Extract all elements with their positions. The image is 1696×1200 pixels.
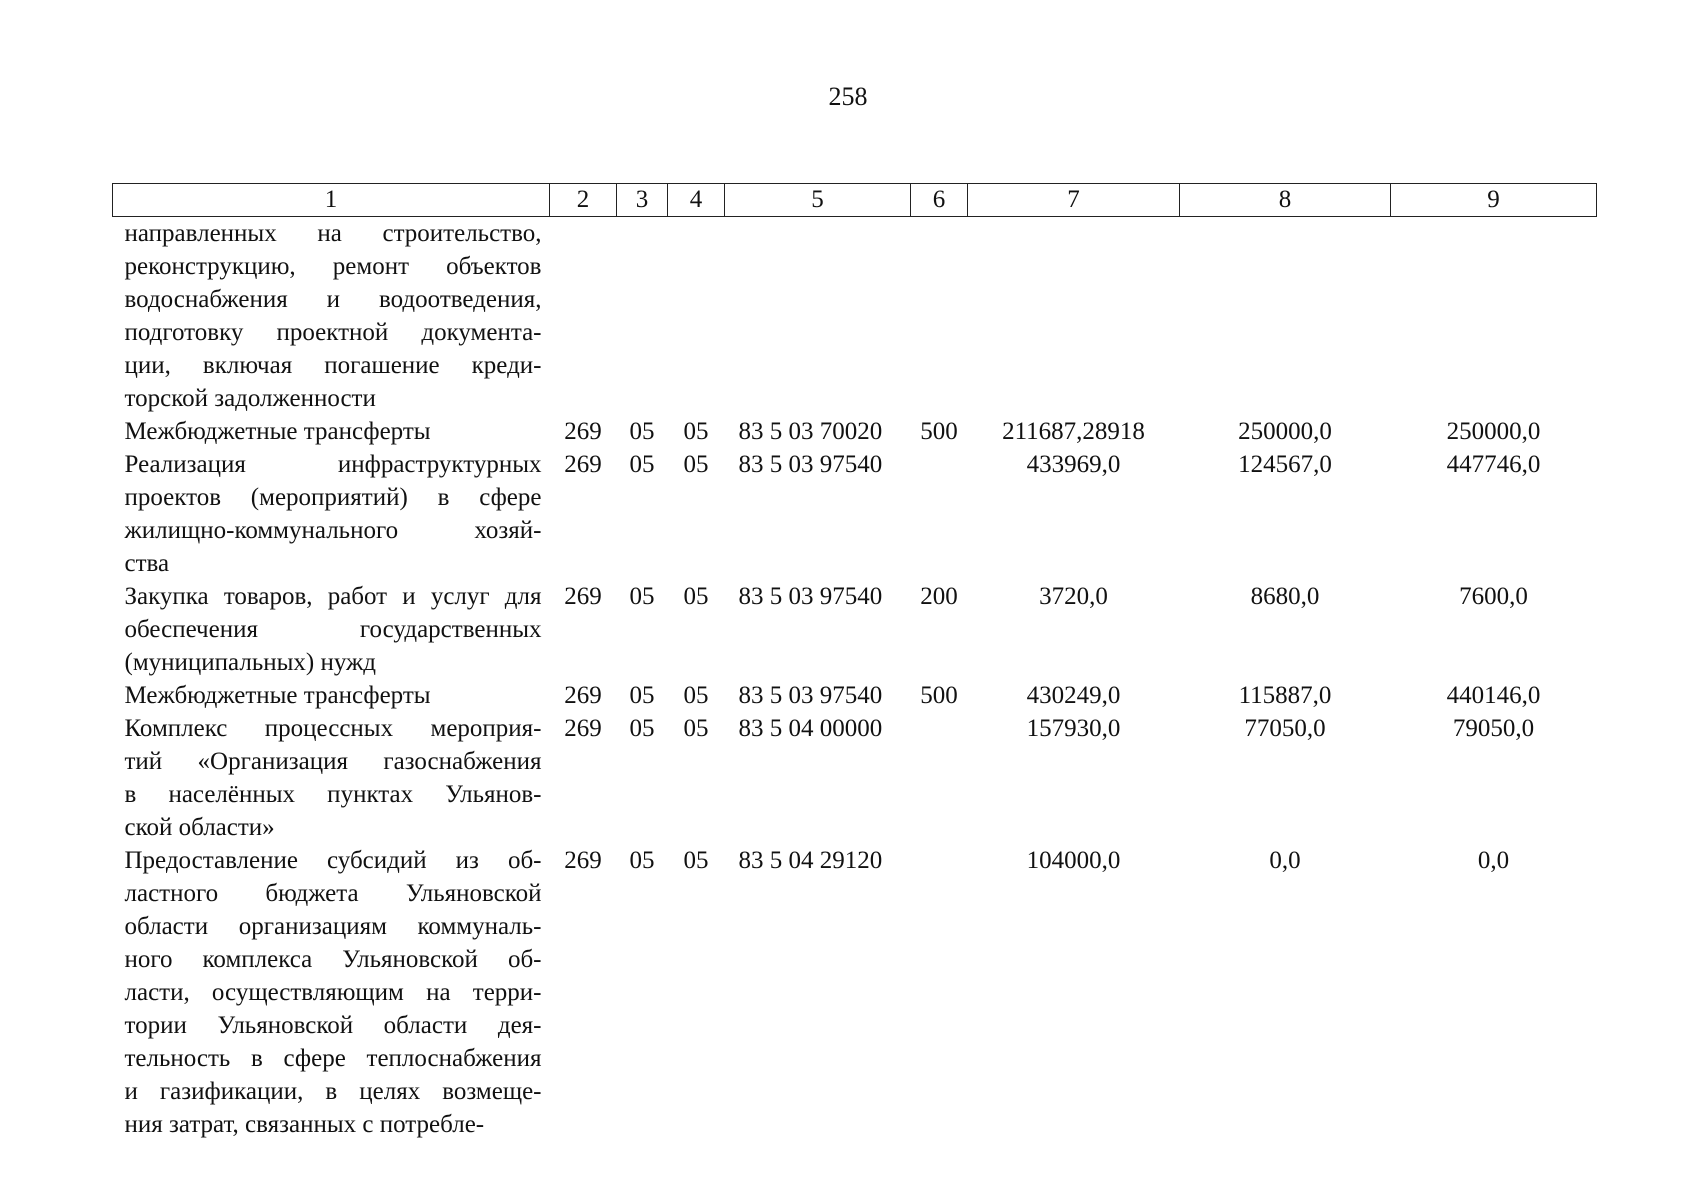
cell-amount-year-2 [1180, 217, 1391, 416]
cell-expense-type: 200 [920, 583, 958, 610]
name-line: обеспечения государственных [124, 616, 542, 643]
name-line: жилищно-коммунального хозяй- [124, 517, 542, 544]
name-line: Межбюджетные трансферты [124, 418, 431, 445]
cell-section: 05 [629, 451, 655, 478]
cell-expense-type [911, 448, 968, 580]
header-col-7: 7 [968, 184, 1180, 217]
cell-subsection [668, 217, 725, 416]
name-line: тельность в сфере теплоснабжения [124, 1045, 542, 1072]
cell-ved: 269 [564, 418, 602, 445]
header-col-1: 1 [113, 184, 550, 217]
cell-section: 05 [629, 583, 655, 610]
cell-target-article: 83 5 03 97540 [738, 682, 883, 709]
cell-amount-year-1: 3720,0 [1039, 583, 1108, 610]
cell-name [113, 415, 550, 448]
name-line: ции, включая погашение креди- [124, 352, 542, 379]
table-row [113, 580, 1597, 679]
header-col-8: 8 [1180, 184, 1391, 217]
cell-target-article: 83 5 03 70020 [738, 418, 883, 445]
cell-section: 05 [629, 682, 655, 709]
cell-target-article: 83 5 03 97540 [738, 451, 883, 478]
cell-ved: 269 [564, 847, 602, 874]
name-line: торской задолженности [124, 385, 376, 412]
cell-amount-year-2: 0,0 [1269, 847, 1301, 874]
cell-ved: 269 [564, 451, 602, 478]
cell-expense-type [911, 217, 968, 416]
cell-amount-year-3: 250000,0 [1446, 418, 1541, 445]
cell-subsection: 05 [683, 451, 709, 478]
name-line: подготовку проектной документа- [124, 319, 542, 346]
cell-amount-year-1: 433969,0 [1026, 451, 1121, 478]
cell-expense-type [911, 844, 968, 1141]
cell-name [113, 580, 550, 679]
cell-name [113, 844, 550, 1141]
cell-name [113, 712, 550, 844]
name-line: в населённых пунктах Ульянов- [124, 781, 542, 808]
table-row [113, 712, 1597, 844]
cell-amount-year-3: 79050,0 [1452, 715, 1535, 742]
cell-amount-year-3 [1391, 217, 1597, 416]
name-line: области организациям коммуналь- [124, 913, 542, 940]
cell-amount-year-3: 447746,0 [1446, 451, 1541, 478]
cell-expense-type: 500 [920, 682, 958, 709]
header-col-4: 4 [668, 184, 725, 217]
cell-amount-year-1: 211687,28918 [1002, 418, 1145, 445]
cell-amount-year-1: 104000,0 [1026, 847, 1121, 874]
table-row [113, 679, 1597, 712]
name-line: водоснабжения и водоотведения, [124, 286, 542, 313]
cell-target-article [725, 217, 911, 416]
name-line: ласти, осуществляющим на терри- [124, 979, 542, 1006]
cell-amount-year-2: 250000,0 [1238, 418, 1332, 445]
budget-table [112, 183, 1597, 1141]
cell-target-article: 83 5 04 29120 [738, 847, 883, 874]
cell-ved: 269 [564, 682, 602, 709]
table-header-row [113, 184, 1597, 217]
cell-subsection: 05 [683, 847, 709, 874]
table-body [113, 217, 1597, 1142]
name-line: ства [124, 550, 170, 577]
cell-subsection: 05 [683, 682, 709, 709]
name-line: проектов (мероприятий) в сфере [124, 484, 542, 511]
header-col-3: 3 [617, 184, 668, 217]
cell-amount-year-3: 7600,0 [1459, 583, 1528, 610]
name-line: тории Ульяновской области дея- [124, 1012, 542, 1039]
budget-table-container [112, 183, 1596, 1141]
cell-amount-year-2: 115887,0 [1238, 682, 1332, 709]
cell-ved: 269 [564, 583, 602, 610]
cell-name [113, 448, 550, 580]
cell-amount-year-1: 157930,0 [1026, 715, 1121, 742]
name-line: (муниципальных) нужд [124, 649, 377, 676]
name-line: Межбюджетные трансферты [124, 682, 431, 709]
header-col-2: 2 [550, 184, 617, 217]
table-row [113, 415, 1597, 448]
cell-target-article: 83 5 03 97540 [738, 583, 883, 610]
table-row [113, 217, 1597, 416]
cell-subsection: 05 [683, 418, 709, 445]
cell-amount-year-2: 124567,0 [1238, 451, 1332, 478]
table-row [113, 844, 1597, 1141]
name-line: реконструкцию, ремонт объектов [124, 253, 542, 280]
cell-subsection: 05 [683, 583, 709, 610]
cell-target-article: 83 5 04 00000 [738, 715, 883, 742]
cell-section: 05 [629, 418, 655, 445]
header-col-5: 5 [725, 184, 911, 217]
cell-section: 05 [629, 715, 655, 742]
cell-expense-type: 500 [920, 418, 958, 445]
table-row [113, 448, 1597, 580]
header-col-6: 6 [911, 184, 968, 217]
name-line: ластного бюджета Ульяновской [124, 880, 542, 907]
cell-subsection: 05 [683, 715, 709, 742]
name-line: ного комплекса Ульяновской об- [124, 946, 542, 973]
cell-ved: 269 [564, 715, 602, 742]
name-line: ской области» [124, 814, 275, 841]
header-col-9: 9 [1391, 184, 1597, 217]
cell-amount-year-3: 440146,0 [1446, 682, 1541, 709]
cell-amount-year-2: 8680,0 [1250, 583, 1320, 610]
cell-amount-year-1: 430249,0 [1026, 682, 1121, 709]
cell-name [113, 679, 550, 712]
cell-amount-year-3: 0,0 [1477, 847, 1510, 874]
name-line: Комплекс процессных мероприя- [124, 715, 542, 742]
name-line: направленных на строительство, [124, 220, 542, 247]
cell-section [617, 217, 668, 416]
page-number: 258 [828, 82, 868, 111]
name-line: Закупка товаров, работ и услуг для [124, 583, 542, 610]
cell-amount-year-1 [968, 217, 1180, 416]
cell-name [113, 217, 550, 416]
name-line: ния затрат, связанных с потребле- [124, 1111, 485, 1138]
name-line: Предоставление субсидий из об- [124, 847, 542, 874]
name-line: и газификации, в целях возмеще- [124, 1078, 542, 1105]
cell-section: 05 [629, 847, 655, 874]
cell-ved [550, 217, 617, 416]
name-line: тий «Организация газоснабжения [124, 748, 542, 775]
cell-amount-year-2: 77050,0 [1244, 715, 1326, 742]
name-line: Реализация инфраструктурных [124, 451, 542, 478]
cell-expense-type [911, 712, 968, 844]
